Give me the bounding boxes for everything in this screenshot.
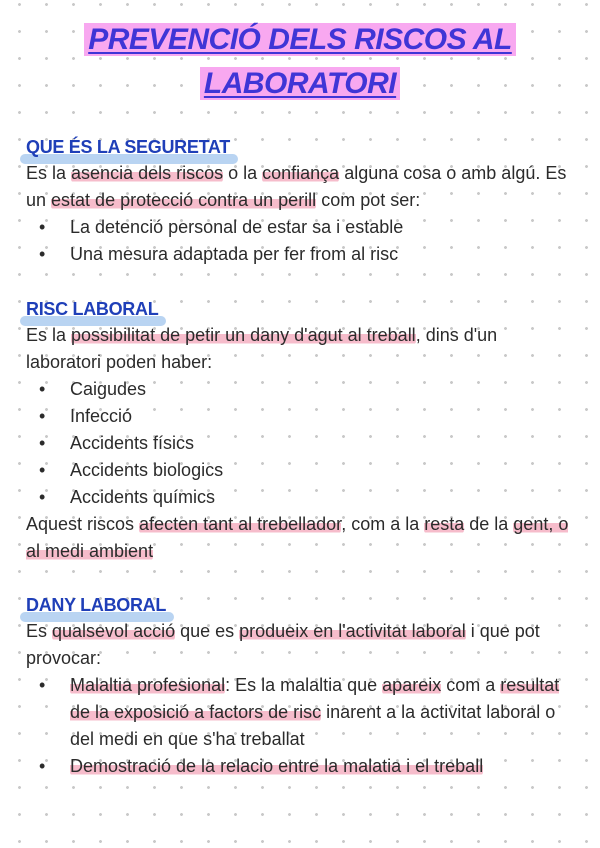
title-line-1: PREVENCIÓ DELS RISCOS AL [84, 23, 516, 56]
section-dany-laboral [26, 592, 574, 780]
highlight: qualsevol acció [52, 621, 176, 641]
bullet-list-seguretat [26, 214, 574, 268]
paragraph-dany [26, 618, 574, 672]
bullet-list-dany [26, 672, 574, 780]
text-run: o la [223, 163, 263, 183]
text-run: Aquest riscos [26, 514, 140, 534]
text-run: com a [441, 675, 501, 695]
list-item: • Accidents biologics [26, 457, 574, 484]
title-line-2: LABORATORI [200, 67, 400, 100]
text-run: que es [175, 621, 240, 641]
section-risc-laboral [26, 296, 574, 565]
paragraph-seguretat [26, 160, 574, 214]
list-item: • Accidents físics [26, 430, 574, 457]
highlight: estat de protecció contra un perill [51, 190, 317, 210]
text-run: alguna cosa o amb algú. Es un [26, 163, 567, 210]
section-seguretat [26, 134, 574, 268]
highlight: Malaltia profesional [70, 675, 226, 695]
highlight: produeix en l'activitat laboral [239, 621, 466, 641]
highlight: afecten tant al trebellador [139, 514, 342, 534]
highlight: gent, o al medi ambient [26, 514, 569, 561]
paragraph-risc-intro [26, 322, 574, 376]
list-item: • Una mesura adaptada per fer from al risc [26, 241, 574, 268]
text-run: : Es la malaltia que [225, 675, 383, 695]
text-run: , com a la [341, 514, 425, 534]
section-heading-seguretat: QUE ÉS LA SEGURETAT [26, 134, 230, 160]
text-run: inarent a la activitat laboral o del medi en que s'ha treballat [70, 702, 556, 749]
section-heading-risc: RISC LABORAL [26, 296, 158, 322]
list-item [26, 753, 574, 780]
highlight: resta [424, 514, 465, 534]
text-run: Es la [26, 163, 72, 183]
highlight: apareix [382, 675, 442, 695]
bullet-list-risc [26, 376, 574, 511]
highlight: possibilitat de petir un dany d'agut al treball [71, 325, 416, 345]
page-title [0, 18, 600, 106]
highlight: Demostració de la relacio entre la malatia i el treball [70, 756, 484, 776]
list-item: • Accidents químics [26, 484, 574, 511]
section-heading-dany: DANY LABORAL [26, 592, 166, 618]
list-item: • Infecció [26, 403, 574, 430]
highlight: asencia dels riscos [71, 163, 224, 183]
text-run: Es la [26, 325, 72, 345]
highlight: confiança [262, 163, 340, 183]
paragraph-risc-outro [26, 511, 574, 565]
highlight: resultat de la exposició a factors de risc [70, 675, 560, 722]
text-run: i que pot provocar: [26, 621, 540, 668]
text-run: , dins d'un laboratori poden haber: [26, 325, 498, 372]
list-item: • La detenció personal de estar sa i estable [26, 214, 574, 241]
text-run: Es [26, 621, 53, 641]
list-item [26, 672, 574, 753]
text-run: com pot ser: [316, 190, 421, 210]
text-run: de la [464, 514, 514, 534]
list-item: • Caigudes [26, 376, 574, 403]
